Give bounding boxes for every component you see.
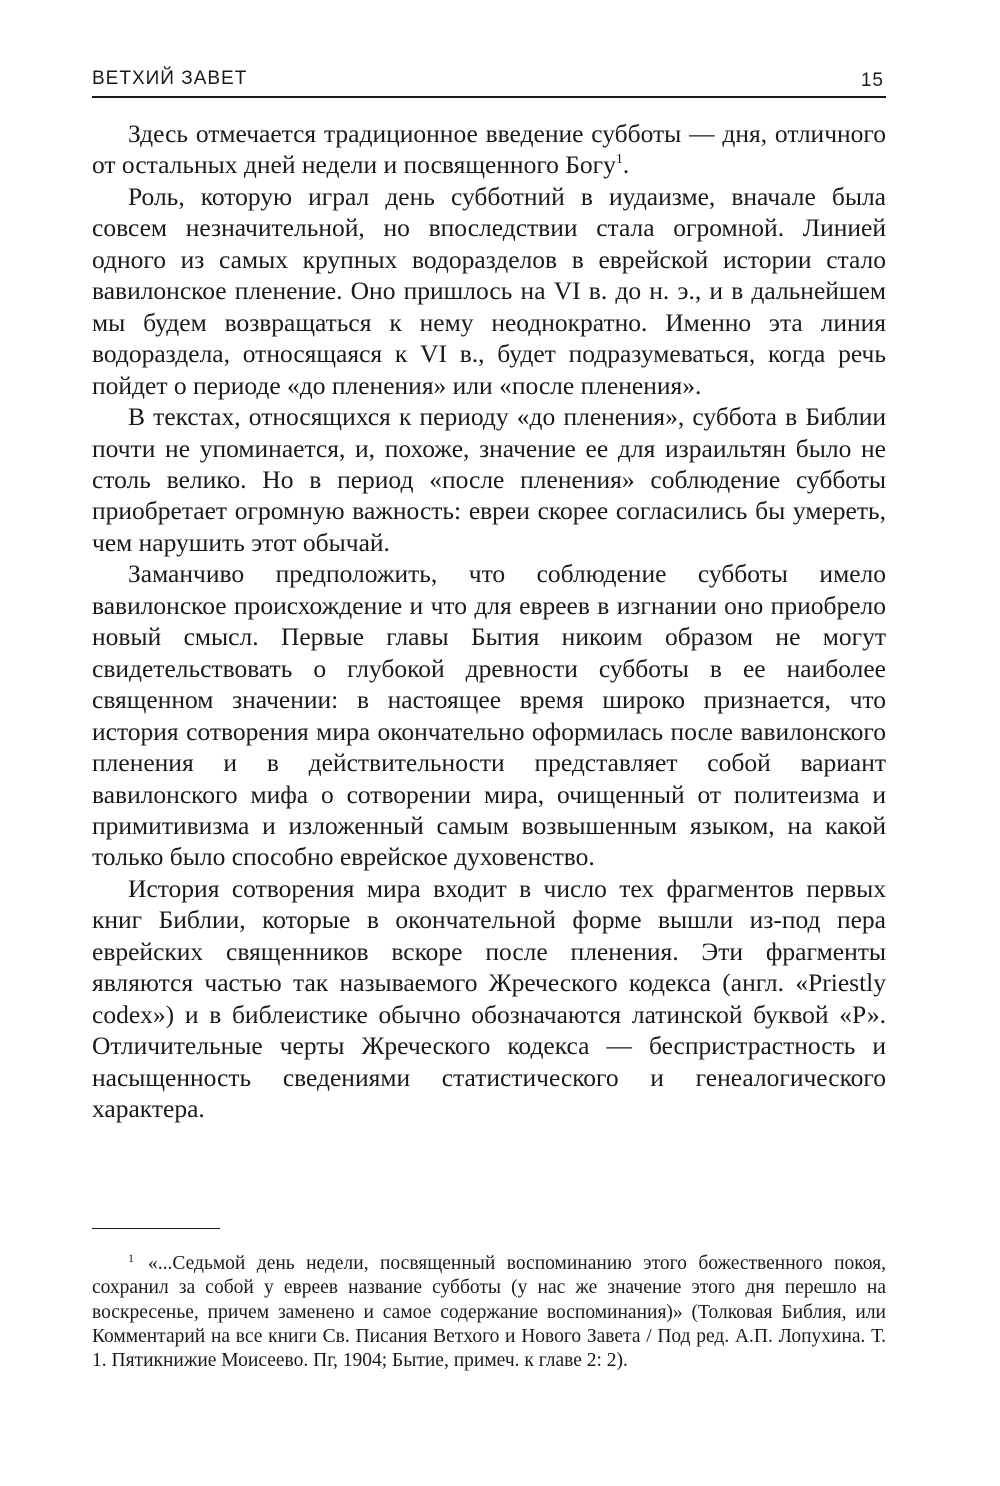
paragraph-1-end: .	[622, 150, 630, 180]
page-number: 15	[860, 70, 884, 91]
footnote-reference[interactable]: 1	[615, 152, 623, 168]
paragraph-3: В текстах, относящихся к периоду «до пленения», суббота в Библии почти не упоминается, и, похоже, значение ее для израильтян было не столь велико. Но в период «после пленения» соблюдение субботы приобретает огромную важность: евреи скорее согласились бы умереть, чем нарушить этот обычай.	[92, 402, 886, 557]
paragraph-4: Заманчиво предположить, что соблюдение субботы имело вавилонское происхождение и что для евреев в изгнании оно приобрело новый смысл. Первые главы Бытия никоим образом не могут свидетельствовать о глубокой древности субботы в ее наиболее священном значении: в настоящее время широко признается, что история сотворения мира окончательно оформилась после вавилонского пленения и в действительности представляет собой вариант вавилонского мифа о сотворении мира, очищенный от политеизма и примитивизма и изложенный самым возвышенным языком, на какой только было способно еврейское духовенство.	[92, 559, 886, 872]
running-head-title: ВЕТХИЙ ЗАВЕТ	[92, 68, 248, 89]
main-text	[92, 118, 886, 1125]
footnote-divider	[92, 1228, 220, 1229]
footnote-text: «...Седьмой день недели, посвященный воспоминанию этого божественного покоя, сохранил за собой у евреев название субботы (у нас же значение этого дня перешло на воскресенье, причем заменено и самое содержание воспоминания)» (Толковая Библия, или Комментарий на все книги Св. Писания Ветхого и Нового Завета / Под ред. А.П. Лопухина. Т. 1. Пятикнижие Моисеево. Пг, 1904; Бытие, примеч. к главе 2: 2).	[92, 1253, 886, 1372]
paragraph-1	[92, 118, 886, 181]
paragraph-1-text: Здесь отмечается традиционное введение субботы — дня, отличного от остальных дней недели и посвященного Богу	[92, 119, 886, 180]
footnote-paragraph	[92, 1252, 886, 1373]
running-head	[92, 64, 886, 98]
paragraph-2: Роль, которую играл день субботний в иудаизме, вначале была совсем незначительной, но впоследствии стала огромной. Линией одного из самых крупных водоразделов в еврейской истории стало вавилонское пленение. Оно пришлось на VI в. до н. э., и в дальнейшем мы будем возвращаться к нему неоднократно. Именно эта линия водораздела, относящаяся к VI в., будет подразумеваться, когда речь пойдет о периоде «до пленения» или «после пленения».	[92, 181, 886, 400]
paragraph-5: История сотворения мира входит в число тех фрагментов первых книг Библии, которые в окончательной форме вышли из-под пера еврейских священников вскоре после пленения. Эти фрагменты являются частью так называемого Жреческого кодекса (англ. «Priestly codex») и в библеистике обычно обозначаются латинской буквой «Р». Отличительные черты Жреческого кодекса — беспристрастность и насыщенность сведениями статистического и генеалогического характера.	[92, 873, 886, 1124]
footnote	[92, 1252, 886, 1373]
footnote-marker: 1	[128, 1251, 134, 1265]
